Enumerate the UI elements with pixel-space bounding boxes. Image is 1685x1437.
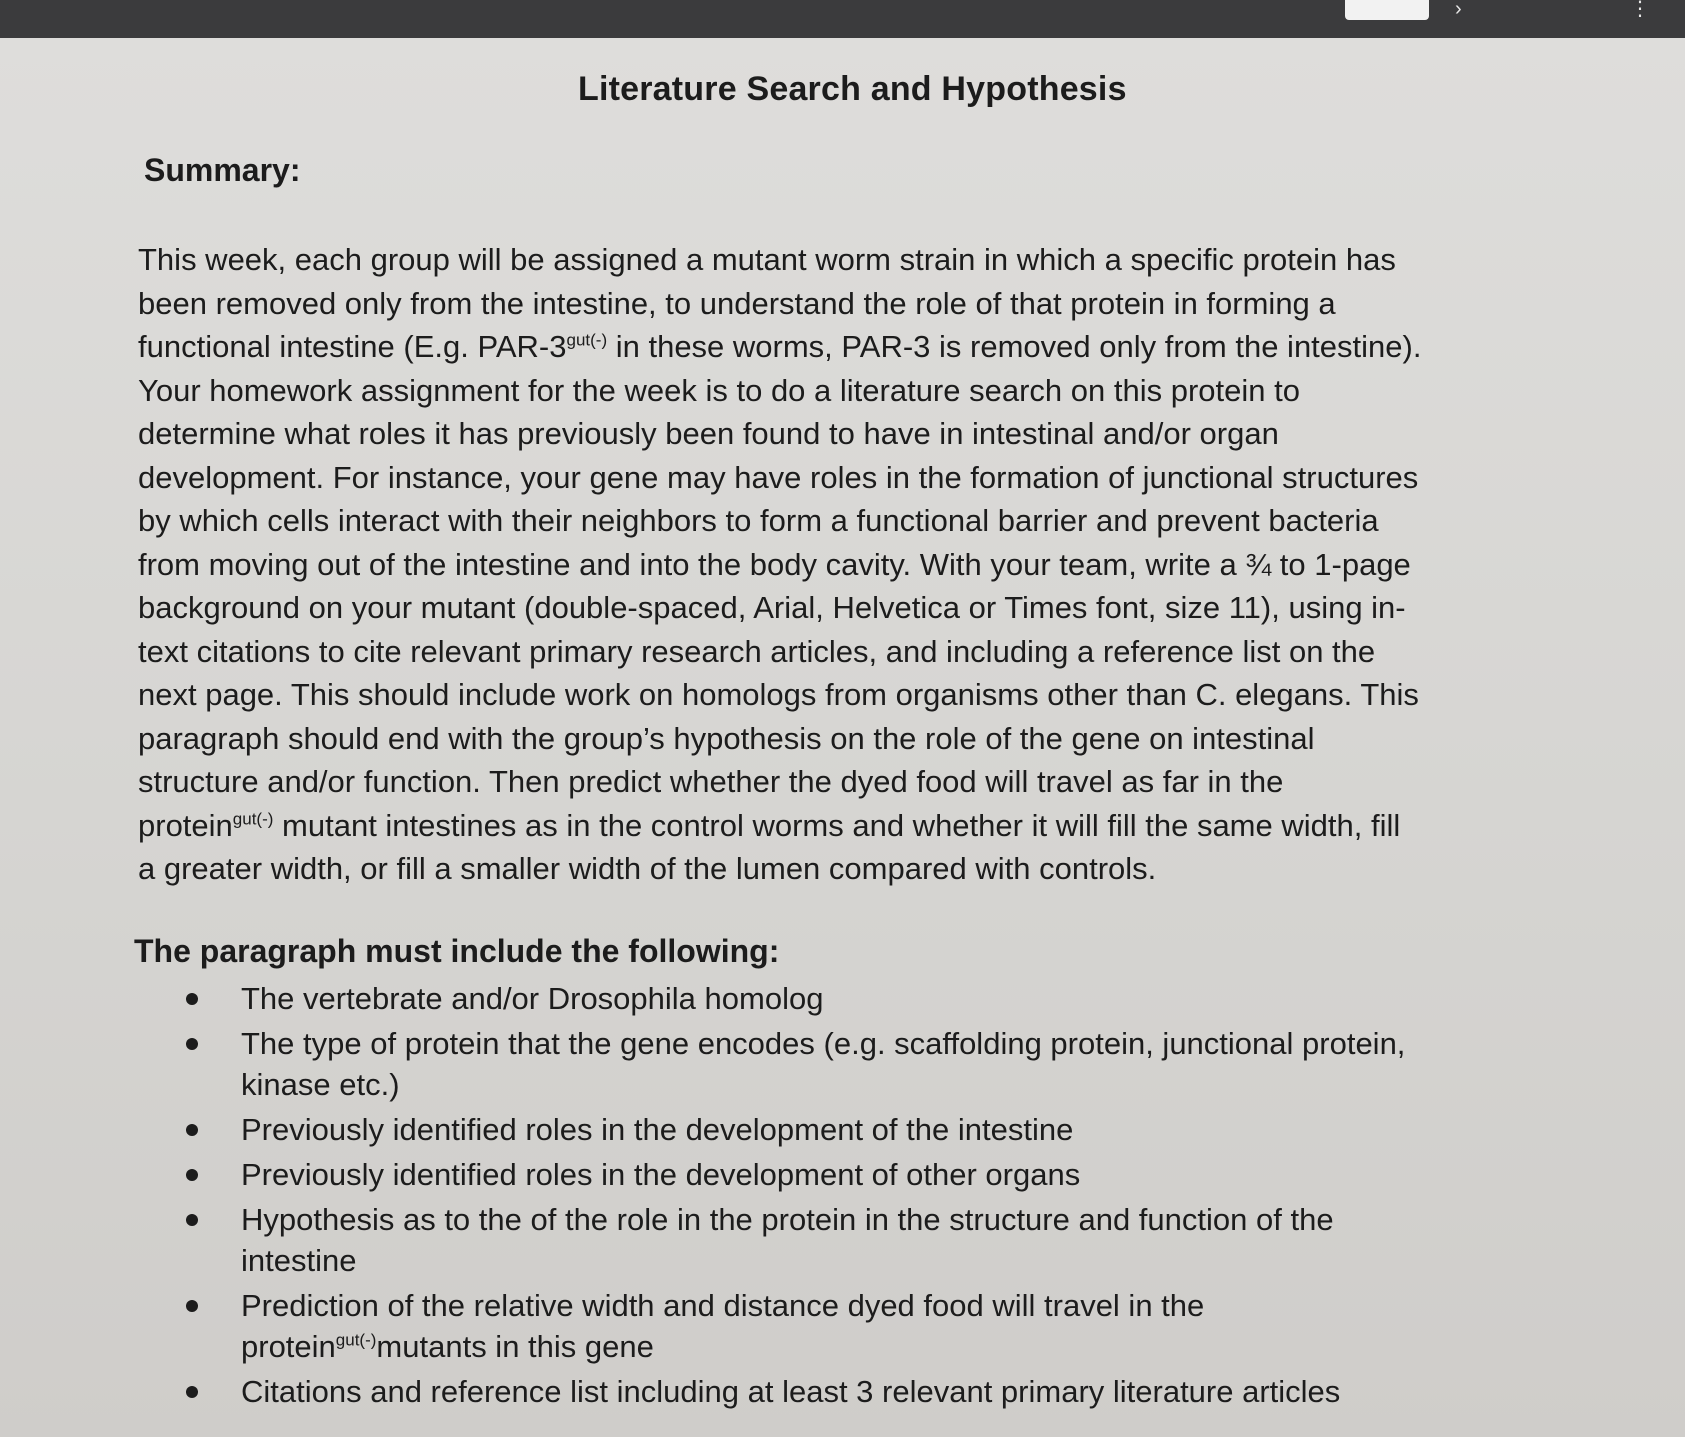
bullet-icon <box>186 1038 198 1050</box>
superscript-gut: gut(-) <box>335 1330 377 1350</box>
more-options-icon[interactable]: ⋮ <box>1630 0 1650 20</box>
summary-line: background on your mutant (double-spaced, Arial, Helvetica or Times font, size 11), using in- <box>138 590 1406 625</box>
summary-paragraph <box>138 238 1538 891</box>
list-item: Previously identified roles in the development of other organs <box>180 1154 1580 1195</box>
summary-line: from moving out of the intestine and into the body cavity. With your team, write a ¾ to 1-page <box>138 546 1411 582</box>
bullet-icon <box>186 1124 198 1136</box>
summary-line: development. For instance, your gene may have roles in the formation of junctional structures <box>138 459 1419 495</box>
document-page <box>0 38 1685 1437</box>
summary-line: text citations to cite relevant primary research articles, and including a reference list on the <box>138 633 1376 669</box>
list-item: Prediction of the relative width and distance dyed food will travel in the protein$^{gut(-)}$mutants in this gene <box>180 1285 1580 1367</box>
summary-line: next page. This should include work on homologs from organisms other than C. elegans. This <box>138 677 1419 712</box>
list-item: Previously identified roles in the development of the intestine <box>180 1109 1580 1150</box>
summary-line: paragraph should end with the group’s hypothesis on the role of the gene on intestinal <box>138 720 1315 756</box>
summary-line: determine what roles it has previously been found to have in intestinal and/or organ <box>138 416 1279 451</box>
list-item: Hypothesis as to the of the role in the protein in the structure and function of the intestine <box>180 1199 1580 1281</box>
bullet-icon <box>186 1169 198 1181</box>
page-title: Literature Search and Hypothesis <box>578 70 1127 108</box>
superscript-gut: gut(-) <box>566 330 608 350</box>
requirements-heading: The paragraph must include the following: <box>134 933 780 969</box>
summary-line: by which cells interact with their neighbors to form a functional barrier and prevent bacteria <box>138 503 1379 538</box>
list-item: The type of protein that the gene encodes (e.g. scaffolding protein, junctional protein, kinase etc.) <box>180 1023 1580 1105</box>
summary-line: functional intestine (E.g. PAR-$3^{gut(-)}$ in these worms, PAR-3 is removed only from the intestine). <box>138 329 1422 364</box>
summary-line: structure and/or function. Then predict whether the dyed food will travel as far in the <box>138 764 1284 799</box>
bullet-icon <box>186 1386 198 1398</box>
page-number-field[interactable] <box>1345 0 1429 20</box>
bullet-icon <box>186 993 198 1005</box>
summary-line: protein$^{gut(-)}$ mutant intestines as in the control worms and whether it will fill the same width, fill <box>138 807 1401 843</box>
chevron-right-icon[interactable]: › <box>1455 0 1462 20</box>
requirements-list <box>180 978 1580 1416</box>
summary-line: This week, each group will be assigned a mutant worm strain in which a specific protein has <box>138 242 1396 277</box>
summary-line: a greater width, or fill a smaller width of the lumen compared with controls. <box>138 851 1157 886</box>
bullet-icon <box>186 1300 198 1312</box>
summary-heading: Summary: <box>144 152 301 188</box>
list-item: Citations and reference list including at least 3 relevant primary literature articles <box>180 1371 1580 1412</box>
superscript-gut: gut(-) <box>232 809 274 829</box>
summary-line: Your homework assignment for the week is to do a literature search on this protein to <box>138 372 1300 408</box>
summary-line: been removed only from the intestine, to understand the role of that protein in forming a <box>138 285 1336 321</box>
bullet-icon <box>186 1214 198 1226</box>
list-item: The vertebrate and/or Drosophila homolog <box>180 978 1580 1019</box>
